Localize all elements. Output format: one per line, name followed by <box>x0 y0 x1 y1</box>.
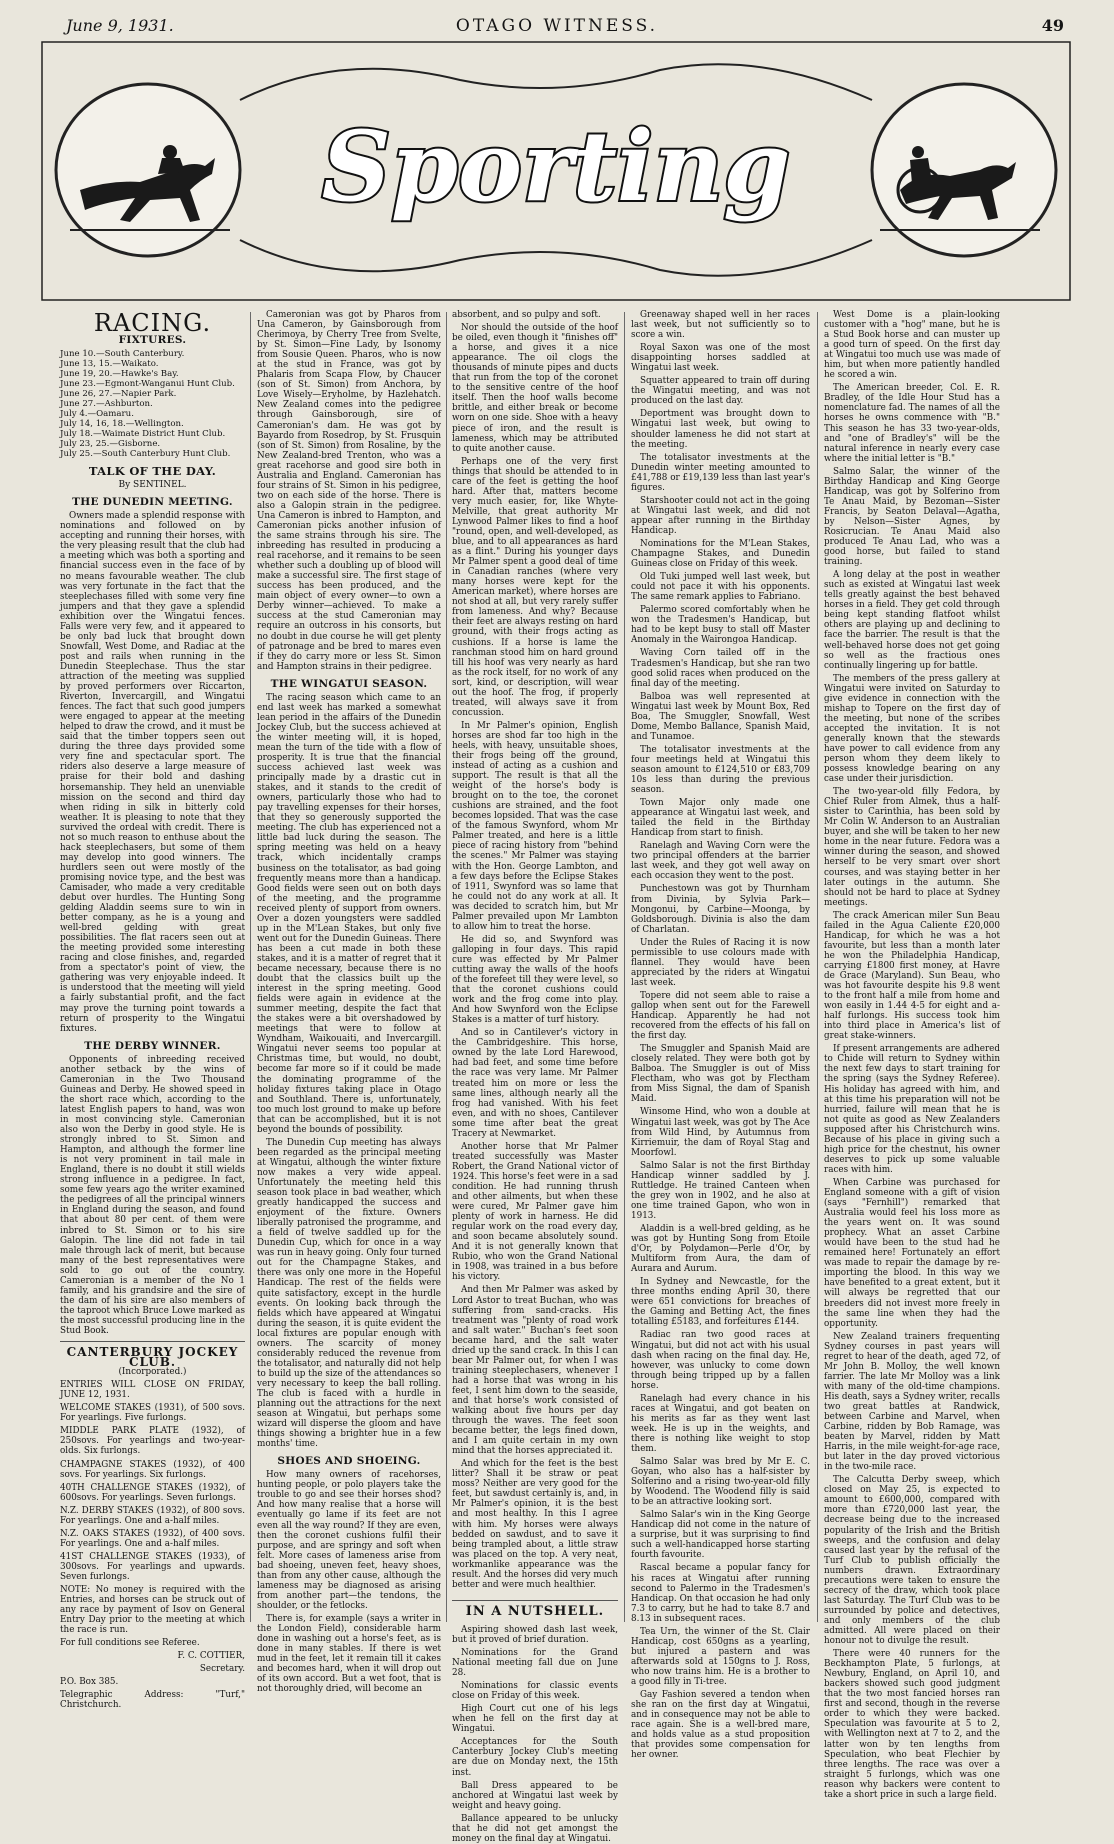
article-paragraph: Another horse that Mr Palmer treated successfully was Master Robert, the Grand National victor of 1924. This horse's feet were in a sad condition. He had running thrush and other ailments, but when these were cured, Mr Palmer gave him plenty of work in harness. He did regular work on the road every day, and soon became absolutely sound. And it is not generally known that Rubio, who won the Grand National in 1908, was trained in a bus before his victory. <box>452 1141 618 1283</box>
masthead <box>0 0 1114 40</box>
article-paragraph: In Mr Palmer's opinion, English horses are shod far too high in the heels, with heavy, unsuitable shoes, their frogs being off the ground, instead of acting as a cushion and support. The result is that all the weight of the horse's body is brought on to the toe, the coronet cushions are strained, and the foot becomes lopsided. That was the case of the famous Swynford, whom Mr Palmer treated, and here is a little piece of racing history from "behind the scenes." Mr Palmer was staying with the Hon. George Lambton, and a few days before the Eclipse Stakes of 1911, Swynford was so lame that he could not do any work at all. It was decided to scratch him, but Mr Palmer prevailed upon Mr Lambton to allow him to treat the horse. <box>452 720 618 932</box>
issue-date: June 9, 1931. <box>66 16 174 35</box>
note-paragraph: When Carbine was purchased for England someone with a gift of vision (says "Fernhill") remarked that Australia would feel his loss more as the years went on. It was sound prophecy. What an asset Carbine would have been to the stud had he remained here! Fortunately an effort was made to repair the damage by re-importing the blood. In this way we have benefited to a great extent, but it will always be regretted that our breeders did not invest more freely in the same line when they had the opportunity. <box>824 1177 1000 1329</box>
article-paragraph: Opponents of inbreeding received another setback by the wins of Cameronian in the Two Thousand Guineas and Derby. He showed speed in the short race which, according to the latest English papers to hand, was won in most convincing style. Cameronian also won the Derby in good style. He is strongly inbred to St. Simon and Hampton, and although the former line is not very prominent in tail male in England, there is no doubt it still wields strong influence in a pedigree. In fact, some few years ago the writer examined the pedigrees of all the principal winners in England during the season, and found that about 80 per cent. of them were inbred to St. Simon or to his sire Galopin. The line did not fade in tail male through lack of merit, but because many of the best representatives were sold to go out of the country. Cameronian is a member of the No 1 family, and his grandsire and the sire of the dam of his sire are also members of the taproot which Bruce Lowe marked as the most successful producing line in the Stud Book. <box>60 1054 245 1336</box>
note-paragraph: Squatter appeared to train off during the Wingatui meeting, and was not produced on the last day. <box>631 376 810 407</box>
ad-item: NOTE: No money is required with the Entries, and horses can be struck out of any race by payment of Isov on General Entry Day prior to the meeting at which the race is run. <box>60 1585 245 1636</box>
nutshell-item: Acceptances for the South Canterbury Jockey Club's meeting are due on Monday next, the 15th inst. <box>452 1737 618 1778</box>
note-paragraph: New Zealand trainers frequenting Sydney courses in past years will regret to hear of the death, aged 72, of Mr John B. Molloy, the well known farrier. The late Mr Molloy was a link with many of the old-time champions. His death, says a Sydney writer, recalls two great battles at Randwick, between Carbine and Marvel, when Carbine, ridden by Bob Ramage, was beaten by Marvel, ridden by Matt Harris, in the mile weight-for-age race, but later in the day proved victorious in the two-mile race. <box>824 1331 1000 1473</box>
note-paragraph: Deportment was brought down to Wingatui last week, but owing to shoulder lameness he did not start at the meeting. <box>631 409 810 450</box>
ad-item: 41ST CHALLENGE STAKES (1933), of 300sovs. For yearlings and upwards. Seven furlongs. <box>60 1551 245 1582</box>
jockey-club-advertisement <box>60 1347 245 1711</box>
note-paragraph: Ranelagh and Waving Corn were the two principal offenders at the barrier last week, and they got well away on each occasion they went to the post. <box>631 841 810 882</box>
note-paragraph: Tea Urn, the winner of the St. Clair Handicap, cost 650gns as a yearling, but injured a pastern and was afterwards sold at 150gns to J. Ross, who now trains him. He is a brother to a good filly in Ti-tree. <box>631 1626 810 1687</box>
note-paragraph: Gay Fashion severed a tendon when she ran on the first day at Wingatui, and in consequence may not be able to race again. She is a well-bred mare, and holds value as a stud proposition that provides some compensation for her owner. <box>631 1690 810 1761</box>
column-rule <box>817 312 818 1622</box>
column-2 <box>257 310 441 1695</box>
ad-item: MIDDLE PARK PLATE (1932), of 250sovs. For yearlings and two-year-olds. Six furlongs. <box>60 1426 245 1457</box>
note-paragraph: Old Tuki jumped well last week, but could not pace it with his opponents. The same remark applies to Fabriano. <box>631 572 810 603</box>
note-paragraph: Salmo Salar's win in the King George Handicap did not come in the nature of a surprise, but it was surprising to find such a well-handicapped horse starting fourth favourite. <box>631 1510 810 1561</box>
section-title-racing: RACING. <box>93 309 212 337</box>
note-paragraph: Palermo scored comfortably when he won the Tradesmen's Handicap, but had to be kept busy to stall off Master Anomaly in the Wairongoa Handicap. <box>631 605 810 646</box>
note-paragraph: Salmo Salar was bred by Mr E. C. Goyan, who also has a half-sister by Solferino and a rising two-year-old filly by Woodend. The Woodend filly is said to be an attractive looking sort. <box>631 1457 810 1508</box>
nutshell-item: Nominations for classic events close on Friday of this week. <box>452 1681 618 1702</box>
article-paragraph: The Dunedin Cup meeting has always been regarded as the principal meeting at Wingatui, although the winter fixture now makes a very wide appeal. Unfortunately the meeting held this season took place in bad weather, which greatly handicapped the success and enjoyment of the fixture. Owners liberally patronised the programme, and a field of twelve saddled up for the Dunedin Cup, which for once in a way was run in heavy going. Only four turned out for the Champagne Stakes, and there was only one more in the Hopeful Handicap. The rest of the fields were quite satisfactory, except in the hurdle events. On looking back through the fields which have appeared at Wingatui during the season, it is quite evident the local fixtures are popular enough with owners. The scarcity of money considerably reduced the revenue from the totalisator, and naturally did not help to build up the size of the attendances so very necessary to keep the ball rolling. The club is faced with a hurdle in planning out the attractions for the next season at Wingatui, but perhaps some wizard will disperse the gloom and have things showing a brighter hue in a few months' time. <box>257 1137 441 1450</box>
fixture-item: July 14, 16, 18.—Wellington. <box>60 419 184 430</box>
racehorse-medallion <box>56 84 240 256</box>
fixture-item: July 18.—Waimate District Hunt Club. <box>60 429 226 440</box>
fixture-item: June 23.—Egmont-Wanganui Hunt Club. <box>60 379 235 390</box>
ad-item: N.Z. DERBY STAKES (1932), of 800 sovs. For yearlings. One and a-half miles. <box>60 1505 245 1526</box>
note-paragraph: Radiac ran two good races at Wingatui, but did not act with his usual dash when racing on the final day. He, however, was unlucky to come down through being tripped up by a fallen horse. <box>631 1330 810 1391</box>
note-paragraph: The members of the press gallery at Wingatui were invited on Saturday to give evidence in connection with the mishap to Topere on the first day of the meeting, but none of the scribes accepted the invitation. It is not generally known that the stewards have power to call evidence from any person whom they deem likely to possess knowledge bearing on any case under their jurisdiction. <box>824 673 1000 785</box>
note-paragraph: Starshooter could not act in the going at Wingatui last week, and did not appear after running in the Birthday Handicap. <box>631 495 810 536</box>
column-rule <box>446 312 447 1622</box>
note-paragraph: In Sydney and Newcastle, for the three months ending April 30, there were 651 convictions for breaches of the Gaming and Betting Act, the fines totalling £5183, and forfeitures £144. <box>631 1277 810 1328</box>
ad-signature: F. C. COTTIER, <box>177 1651 245 1662</box>
nutshell-item: Ball Dress appeared to be anchored at Wingatui last week by weight and heavy going. <box>452 1780 618 1811</box>
article-paragraph: He did so, and Swynford was galloping in four days. This rapid cure was effected by Mr Palmer cutting away the walls of the hoofs of the forefeet till they were level, so that the coronet cushions could work and the frog come into play. And how Swynford won the Eclipse Stakes is a matter of turf history. <box>452 934 618 1026</box>
column-3 <box>452 310 618 1844</box>
note-paragraph: Under the Rules of Racing it is now permissible to use colours made with flannel. They would have been appreciated by the riders at Wingatui last week. <box>631 937 810 988</box>
nutshell-item: High Court cut one of his legs when he fell on the first day at Wingatui. <box>452 1704 618 1735</box>
derby-heading: THE DERBY WINNER. <box>84 1039 221 1052</box>
bottom-flourish <box>240 240 872 276</box>
article-paragraph: And so in Cantilever's victory in the Cambridgeshire. This horse, owned by the late Lord Harewood, had bad feet, and some time before the race was very lame. Mr Palmer treated him on more or less the same lines, although nearly all the frog had vanished. With his feet even, and with no shoes, Cantilever some time after beat the great Tracery at Newmarket. <box>452 1028 618 1139</box>
note-paragraph: Royal Saxon was one of the most disappointing horses saddled at Wingatui last week. <box>631 343 810 374</box>
note-paragraph: If present arrangements are adhered to Chide will return to Sydney within the next few days to start training for the spring (says the Sydney Referee). His holiday has agreed with him, and at this time his preparation will not be hurried, failure will mean that he is not quite as good as New Zealanders supposed after his Christchurch wins. Because of his place in giving such a high price for the chestnut, his owner deserves to pick up some valuable races with him. <box>824 1044 1000 1175</box>
column-rule <box>250 312 251 1622</box>
wingatui-heading: THE WINGATUI SEASON. <box>270 677 428 690</box>
note-paragraph: The American breeder, Col. E. R. Bradley, of the Idle Hour Stud has a nomenclature fad. The names of all the horses he owns commence with "B." This season he has 33 two-year-olds, and "one of Bradley's" will be the natural inference in nearly every case where the initial letter is "B." <box>824 383 1000 464</box>
fixtures-heading: FIXTURES. <box>118 334 187 347</box>
trotter-medallion <box>872 84 1056 256</box>
article-paragraph: How many owners of racehorses, hunting people, or polo players take the trouble to go and see their horses shod? And how many realise that a horse will eventually go lame if its feet are not even all the way round? If they are even, then the coronet cushions fulfil their purpose, and are springy and soft when felt. More cases of lameness arise from bad shoeing, uneven feet, heavy shoes, than from any other cause, although the lameness may be diagnosed as arising from another part—the tendons, the shoulder, or the fetlocks. <box>257 1470 441 1611</box>
column-5 <box>824 310 1000 1800</box>
note-paragraph: A long delay at the post in weather such as existed at Wingatui last week tells greatly against the best behaved horses in a field. They get cold through being kept standing flatfoot whilst others are playing up and declining to face the barrier. The result is that the well-behaved horse does not get going so well as the fractious ones continually lingering up for battle. <box>824 570 1000 671</box>
ad-item: N.Z. OAKS STAKES (1932), of 400 sovs. For yearlings. One and a-half miles. <box>60 1528 245 1549</box>
note-paragraph: The totalisator investments at the Dunedin winter meeting amounted to £41,788 or £19,139 less than last year's figures. <box>631 452 810 493</box>
nutshell-item: Ballance appeared to be unlucky that he did not get amongst the money on the final day at Wingatui. <box>452 1813 618 1844</box>
banner-title: Sporting <box>321 110 791 223</box>
driver-head <box>912 146 924 158</box>
ad-telegraphic: Telegraphic Address: "Turf," Christchurch. <box>60 1690 245 1711</box>
note-paragraph: The crack American miler Sun Beau failed in the Agua Caliente £20,000 Handicap, for which he was a hot favourite, but less than a month later he won the Philadelphia Handicap, carrying £1800 first money, at Havre de Grace (Maryland). Sun Beau, who was hot favourite despite his 9.8 went to the front half a mile from home and won easily in 1.44 4-5 for eight and a-half furlongs. His success took him into third place in America's list of great stake-winners. <box>824 910 1000 1042</box>
note-paragraph: Winsome Hind, who won a double at Wingatui last week, was got by The Ace from Wild Hind, by Autumnus from Kirriemuir, the dam of Royal Stag and Moorfowl. <box>631 1107 810 1158</box>
article-paragraph: And then Mr Palmer was asked by Lord Astor to treat Buchan, who was suffering from sand-cracks. His treatment was "plenty of road work and salt water." Buchan's feet soon became hard, and the salt water dried up the sand crack. In this I can bear Mr Palmer out, for when I was training steeplechasers, whenever I had a horse that was wrong in his feet, I sent him down to the seaside, and that horse's work consisted of walking about five hours per day through the waves. The feet soon became better, the legs fined down, and I am quite certain in my own mind that the horses appreciated it. <box>452 1285 618 1457</box>
talk-heading: TALK OF THE DAY. <box>88 464 217 479</box>
column-4 <box>631 310 810 1761</box>
ad-item: CHAMPAGNE STAKES (1932), of 400 sovs. For yearlings. Six furlongs. <box>60 1459 245 1480</box>
note-paragraph: The two-year-old filly Fedora, by Chief Ruler from Almek, thus a half-sister to Carinthia, has been sold by Mr Colin W. Anderson to an Australian buyer, and she will be taken to her new home in the near future. Fedora was a winner during the season, and showed herself to be very smart over short courses, and was staying better in her later outings in the autumn. She should not be hard to place at Sydney meetings. <box>824 787 1000 908</box>
page-number: 49 <box>1041 16 1064 35</box>
fixture-item: July 4.—Oamaru. <box>60 409 134 420</box>
note-paragraph: Punchestown was got by Thurnham from Divinia, by Sylvia Park—Mongonui, by Carbine—Moonga, by Goldsborough. Divinia is also the dam of Charlatan. <box>631 884 810 935</box>
ad-entries: ENTRIES WILL CLOSE ON FRIDAY, JUNE 12, 1931. <box>60 1380 245 1401</box>
nutshell-item: Aspiring showed dash last week, but it proved of brief duration. <box>452 1624 618 1645</box>
newspaper-title: OTAGO WITNESS. <box>455 16 659 36</box>
fixture-item: June 27.—Ashburton. <box>60 399 153 410</box>
note-paragraph: West Dome is a plain-looking customer with a "hog" mane, but he is a Stud Book horse and can muster up a good turn of speed. On the first day at Wingatui too much use was made of him, but when more patiently handled he scored a win. <box>824 310 1000 381</box>
fixture-item: June 10.—South Canterbury. <box>60 349 185 360</box>
note-paragraph: Ranelagh had every chance in his races at Wingatui, and got beaten on his merits as far as they went last week. He is up in the weights, and there is nothing like weight to stop them. <box>631 1393 810 1454</box>
dunedin-heading: THE DUNEDIN MEETING. <box>72 496 233 509</box>
article-paragraph: absorbent, and so pulpy and soft. <box>452 310 601 320</box>
article-paragraph: And which for the feet is the best litter? Shall it be straw or peat moss? Neither are very good for the feet, but sawdust certainly is, and, in Mr Palmer's opinion, it is the best and most healthy. In this I agree with him. My horses were always bedded on sawdust, and to save it being trampled about, a little straw was placed on the top. A very neat, workmanlike appearance was the result. And the horses did very much better and were much healthier. <box>452 1459 618 1590</box>
note-paragraph: Salmo Salar is not the first Birthday Handicap winner saddled by J. Ruttledge. He trained Canteen when the grey won in 1902, and he also at one time trained Gapon, who won in 1913. <box>631 1160 810 1221</box>
article-paragraph: Perhaps one of the very first things that should be attended to in care of the feet is getting the hoof hard. After that, matters become very much easier, for, like Whyte-Melville, that great authority Mr Lynwood Palmer likes to find a hoof "round, open, and well-developed, as blue, and to all appearances as hard as a flint." During his younger days Mr Palmer spent a good deal of time in Canadian ranches (where very many horses were kept for the American market), where horses are not shod at all, but very rarely suffer from lameness. And why? Because their feet are always resting on hard ground, with their frogs acting as cushions. If a horse is lame the ranchman stood him on hard ground till his hoof was very nearly as hard as the rock itself, for no work of any sort, kind, or description, will wear out the hoof. The frog, if properly treated, will always save it from concussion. <box>452 456 618 718</box>
nutshell-item: Nominations for the Grand National meeting fall due on June 28. <box>452 1648 618 1679</box>
note-paragraph: Greenaway shaped well in her races last week, but not sufficiently so to score a win. <box>631 310 810 341</box>
byline: By SENTINEL. <box>118 480 187 491</box>
article-paragraph: The racing season which came to an end last week has marked a somewhat lean period in the affairs of the Dunedin Jockey Club, but the success achieved at the winter meeting will, it is hoped, mean the turn of the tide with a flow of prosperity. It is true that the financial success achieved last week was principally made by a drastic cut in stakes, and it stands to the credit of owners, particularly those who had to pay travelling expenses for their horses, that they so generously supported the meeting. The club has experienced not a little bad luck during the season. The spring meeting was held on a heavy track, which incidentally cramps business on the totalisator, as bad going frequently means more than a handicap. Good fields were seen out on both days of the meeting, and the programme received plenty of support from owners. Over a dozen youngsters were saddled up in the M'Lean Stakes, but only five went out for the Dunedin Guineas. There has been a cut made in both these stakes, and it is a matter of regret that it became necessary, because there is no doubt that the classics built up the interest in the spring meeting. Good fields were again in evidence at the summer meeting, despite the fact that the stakes were a bit overshadowed by meetings that were to follow at Wyndham, Waikouaiti, and Invercargill. Wingatui never seems too popular at Christmas time, but would, no doubt, become far more so if it could be made the dominating programme of the holiday fixtures taking place in Otago and Southland. There is, unfortunately, too much lost ground to make up before that can be accomplished, but it is not beyond the bounds of possibility. <box>257 692 441 1135</box>
article-paragraph: There is, for example (says a writer in the London Field), considerable harm done in washing out a horse's feet, as is done in many stables. If there is wet mud in the feet, let it remain till it cakes and becomes hard, when it will drop out of its own accord. But a wet foot, that is not thoroughly dried, will become an <box>257 1613 441 1695</box>
article-paragraph: Owners made a splendid response with nominations and followed on by accepting and running their horses, with the very pleasing result that the club had a meeting which was both a sporting and financial success even in the face of by no means favourable weather. The club was very fortunate in the fact that the steeplechases filled with some very fine jumpers and that they gave a splendid exhibition over the Wingatui fences. Falls were very few, and it appeared to be only bad luck that brought down Snowfall, West Dome, and Radiac at the post and rails when running in the Dunedin Steeplechase. Thus the star attraction of the meeting was supplied by proved performers over Riccarton, Riverton, Invercargill, and Wingatui fences. The fact that such good jumpers were engaged to appear at the meeting helped to draw the crowd, and it must be said that the timber toppers seen out during the three days provided some very fine and spectacular sport. The riders also deserve a large measure of praise for their bold and dashing horsemanship. They held an unenviable mission on the second and third day when riding in silk in bitterly cold weather. It is pleasing to note that they survived the ordeal with credit. There is not so much reason to enthuse about the hack steeplechasers, but some of them may develop into good winners. The hurdlers seen out were mostly of the promising novice type, and the best was Camisader, who made a very creditable debut over hurdles. The Hunting Song gelding Aladdin seems sure to win in better company, as he is a young and well-bred gelding with great possibilities. The flat racers seen out at the meeting provided some interesting racing and close finishes, and, regarded from a spectator's point of view, the gathering was very enjoyable indeed. It is understood that the meeting will yield a fairly substantial profit, and the fact may prove the turning point towards a return of prosperity to the Wingatui fixtures. <box>60 511 245 1034</box>
fixtures-list <box>60 349 245 459</box>
ad-item: For full conditions see Referee. <box>60 1638 200 1649</box>
fixture-item: July 23, 25.—Gisborne. <box>60 439 161 450</box>
ad-heading: CANTERBURY JOCKEY CLUB. <box>66 1345 239 1370</box>
fixture-item: June 26, 27.—Napier Park. <box>60 389 177 400</box>
column-1 <box>60 309 245 1711</box>
note-paragraph: Topere did not seem able to raise a gallop when sent out for the Farewell Handicap. Apparently he had not recovered from the effects of his fall on the first day. <box>631 990 810 1042</box>
ad-item: 40TH CHALLENGE STAKES (1932), of 600sovs. For yearlings. Seven furlongs. <box>60 1482 245 1503</box>
note-paragraph: There were 40 runners for the Beckhampton Plate, 5 furlongs, at Newbury, England, on April 10, and backers showed such good judgment that the two most fancied horses ran first and second, though in the reverse order to which they were backed. Speculation was favourite at 5 to 2, with Wellington next at 7 to 2, and the latter won by ten lengths from Speculation, who beat Flechier by three lengths. The race was over a straight 5 furlongs, which was one reason why backers were content to take a short price in such a large field. <box>824 1649 1000 1800</box>
divider <box>60 1341 245 1342</box>
note-paragraph: Waving Corn tailed off in the Tradesmen's Handicap, but she ran two good solid races when produced on the final day of the meeting. <box>631 648 810 689</box>
note-paragraph: Nominations for the M'Lean Stakes, Champagne Stakes, and Dunedin Guineas close on Friday of this week. <box>631 538 810 570</box>
column-rule <box>624 312 625 1622</box>
fixture-item: June 13, 15.—Waikato. <box>60 359 159 370</box>
ad-signature-title: Secretary. <box>199 1664 245 1675</box>
note-paragraph: The Calcutta Derby sweep, which closed on May 25, is expected to amount to £600,000, compared with more than £720,000 last year, the decrease being due to the increased popularity of the Irish and the British sweeps, and the confusion and delay caused last year by the refusal of the Turf Club to publish officially the numbers drawn. Extraordinary precautions were taken to ensure the secrecy of the draw, which took place last Saturday. The Turf Club was to be surrounded by police and detectives, and only members of the club admitted. All were placed on their honour not to divulge the result. <box>824 1475 1000 1647</box>
note-paragraph: Aladdin is a well-bred gelding, as he was got by Hunting Song from Etoile d'Or, by Polydamon—Perle d'Or, by Multiform from Aura, the dam of Aurara and Aurum. <box>631 1223 810 1275</box>
note-paragraph: Salmo Salar, the winner of the Birthday Handicap and King George Handicap, was got by Solferino from Te Anau Maid, by Bezoman—Sister Francis, by Seaton Delaval—Agatha, by Nelson—Sister Agnes, by Rosicrucian. Te Anau Maid also produced Te Anau Lad, who was a good horse, but failed to stand training. <box>824 466 1000 568</box>
note-paragraph: Balboa was well represented at Wingatui last week by Mount Box, Red Boa, The Smuggler, Snowfall, West Dome, Membo Ballance, Spanish Maid, and Tunamoe. <box>631 691 810 742</box>
nutshell-heading: IN A NUTSHELL. <box>452 1600 618 1617</box>
article-paragraph: Nor should the outside of the hoof be oiled, even though it "finishes off" a horse, and gives it a nice appearance. The oil clogs the thousands of minute pipes and ducts that run from the top of the coronet to the sensitive centre of the hoof itself. Then the hoof walls become brittle, and either break or become worn on one side. Shoe with a heavy piece of iron, and the result is lameness, which may be attributed to quite another cause. <box>452 323 618 454</box>
top-flourish <box>240 64 872 100</box>
sporting-banner <box>40 40 1072 302</box>
fixture-item: June 19, 20.—Hawke's Bay. <box>60 369 179 380</box>
note-paragraph: The totalisator investments at the four meetings held at Wingatui this season amount to £124,510 or £83,709 10s less than during the previous season. <box>631 744 810 796</box>
shoes-heading: SHOES AND SHOEING. <box>277 1455 421 1468</box>
ad-item: WELCOME STAKES (1931), of 500 sovs. For yearlings. Five furlongs. <box>60 1403 245 1424</box>
note-paragraph: The Smuggler and Spanish Maid are closely related. They were both got by Balboa. The Smuggler is out of Miss Flectham, who was got by Flectham from Miss Signal, the dam of Spanish Maid. <box>631 1044 810 1105</box>
fixture-item: July 25.—South Canterbury Hunt Club. <box>60 449 231 460</box>
ad-incorporated: (Incorporated.) <box>118 1367 187 1378</box>
note-paragraph: Town Major only made one appearance at Wingatui last week, and tailed the field in the Birthday Handicap from start to finish. <box>631 798 810 839</box>
ad-po-box: P.O. Box 385. <box>60 1677 119 1688</box>
article-paragraph: Cameronian was got by Pharos from Una Cameron, by Gainsborough from Cherimoya, by Cherry Tree from Svelte, by St. Simon—Fine Lady, by Isonomy from Sousie Queen. Pharos, who is now at the stud in France, was got by Phalaris from Scapa Flow, by Chaucer (son of St. Simon) from Anchora, by Love Wisely—Eryholme, by Hazlehatch. New Zealand comes into the pedigree through Gainsborough, sire of Cameronian's dam. He was got by Bayardo from Rosedrop, by St. Frusquin (son of St. Simon) from Rosaline, by the New Zealand-bred Trenton, who was a great racehorse and good sire both in Australia and England. Cameronian has four strains of St. Simon in his pedigree, two on each side of the horse. There is also a Galopin strain in the pedigree. Una Cameron is inbred to Hampton, and Cameronian picks another infusion of the same strains through his sire. The inbreeding has resulted in producing a real racehorse, and it remains to be seen whether such a doubling up of blood will make a successful sire. The first stage of success has been produced, and the main object of every owner—to own a Derby winner—achieved. To make a success at the stud Cameronian may require an outcross in his consorts, but no doubt in due course he will get plenty of patronage and be bred to mares even if they do carry more or less St. Simon and Hampton strains in their pedigree. <box>257 310 441 672</box>
jockey-head <box>163 145 177 159</box>
note-paragraph: Rascal became a popular fancy for his races at Wingatui after running second to Palermo in the Tradesmen's Handicap. On that occasion he had only 7.3 to carry, but he had to take 8.7 and 8.13 in subsequent races. <box>631 1563 810 1624</box>
